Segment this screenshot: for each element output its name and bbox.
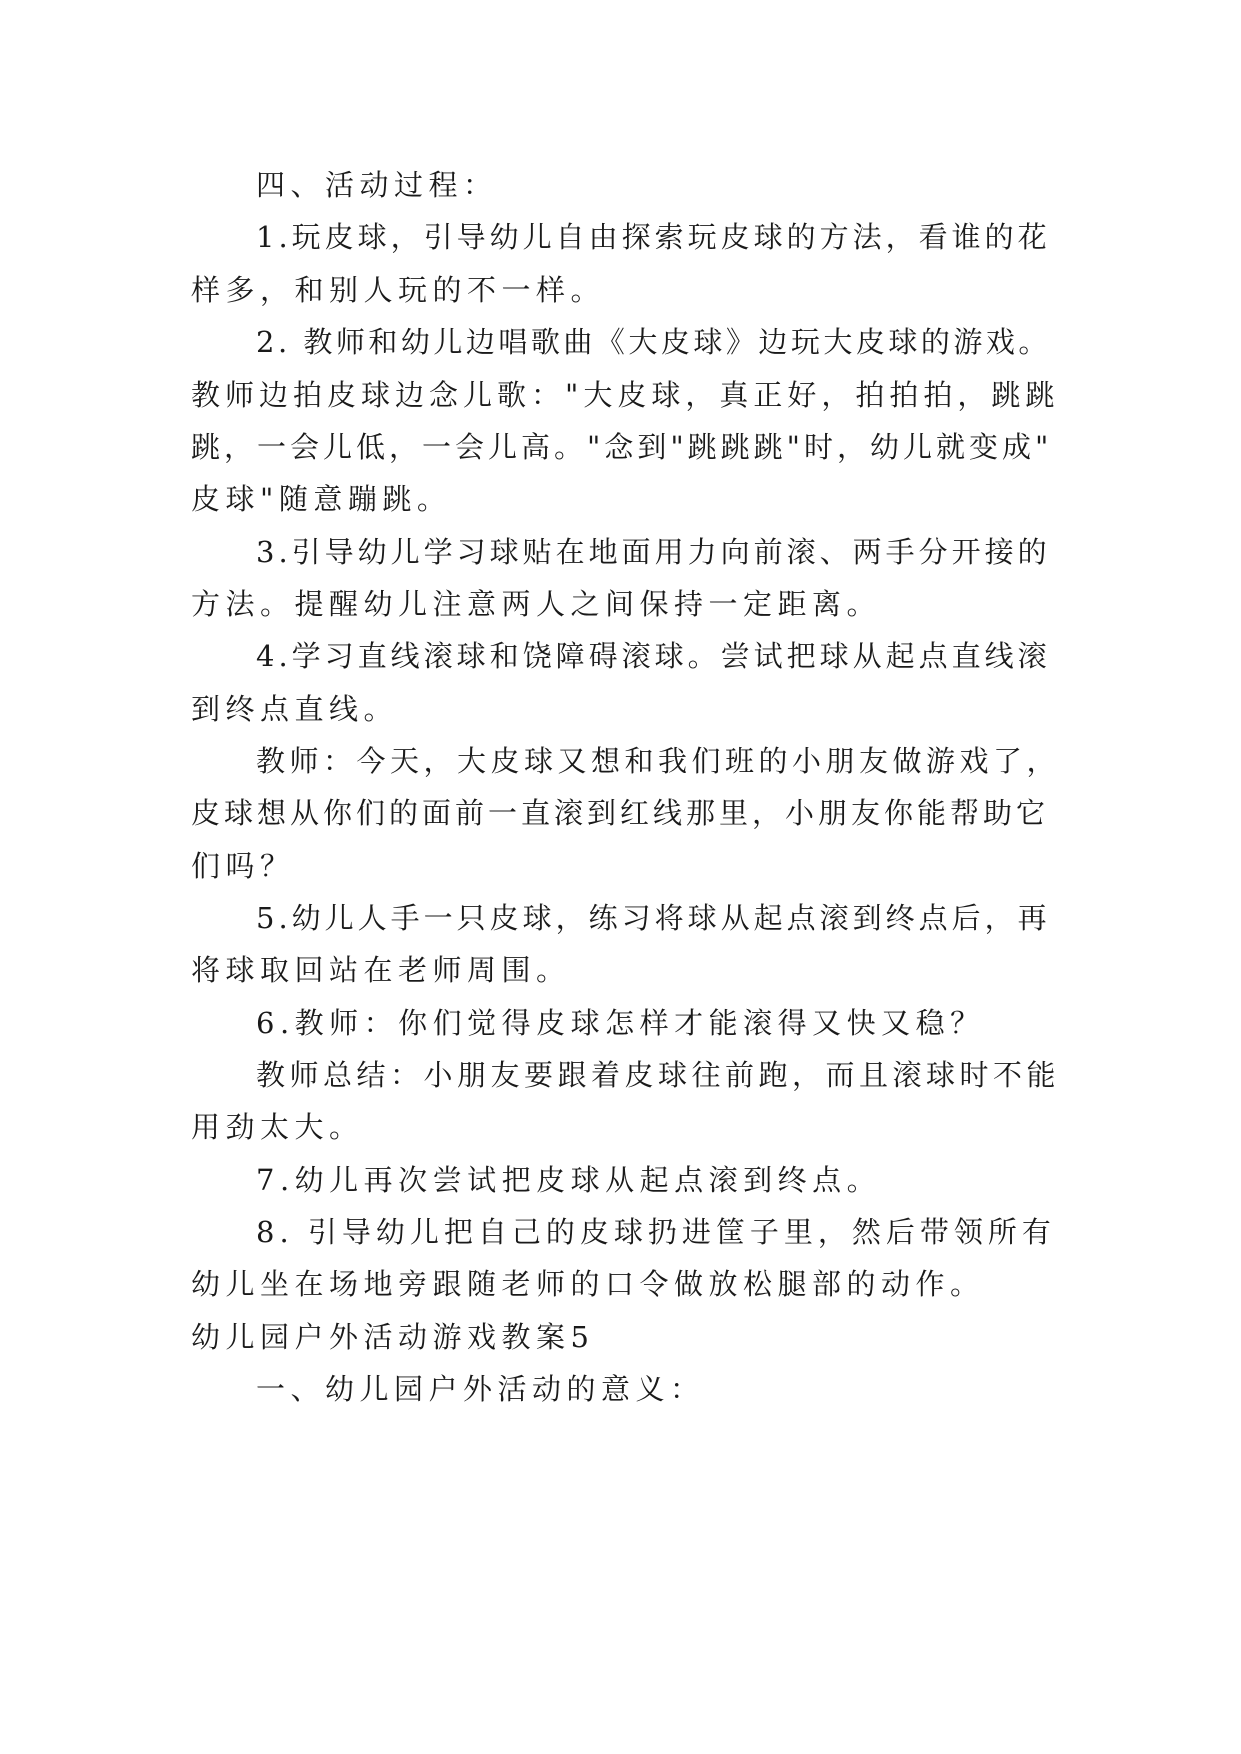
paragraph-line: 皮球"随意蹦跳。 — [191, 482, 452, 516]
paragraph-line: 教师边拍皮球边念儿歌："大皮球，真正好，拍拍拍，跳跳 — [191, 378, 1060, 412]
paragraph-line: 将球取回站在老师周围。 — [191, 953, 571, 987]
paragraph-line: 4.学习直线滚球和饶障碍滚球。尝试把球从起点直线滚 — [256, 639, 1051, 673]
document-title: 幼儿园户外活动游戏教案5 — [191, 1320, 595, 1354]
paragraph-line: 跳，一会儿低，一会儿高。"念到"跳跳跳"时，幼儿就变成" — [191, 430, 1053, 464]
paragraph-line: 2. 教师和幼儿边唱歌曲《大皮球》边玩大皮球的游戏。 — [256, 325, 1051, 359]
paragraph-line: 样多，和别人玩的不一样。 — [191, 273, 606, 307]
paragraph-line: 教师：今天，大皮球又想和我们班的小朋友做游戏了， — [256, 744, 1061, 778]
paragraph-line: 皮球想从你们的面前一直滚到红线那里，小朋友你能帮助它 — [191, 796, 1050, 830]
paragraph-line: 1.玩皮球，引导幼儿自由探索玩皮球的方法，看谁的花 — [256, 220, 1051, 254]
paragraph-line: 用劲太大。 — [191, 1110, 364, 1144]
paragraph-line: 幼儿坐在场地旁跟随老师的口令做放松腿部的动作。 — [191, 1267, 985, 1301]
paragraph-line: 方法。提醒幼儿注意两人之间保持一定距离。 — [191, 587, 882, 621]
paragraph-line: 3.引导幼儿学习球贴在地面用力向前滚、两手分开接的 — [256, 535, 1051, 569]
section-heading: 四、活动过程： — [256, 168, 498, 202]
paragraph-line: 到终点直线。 — [191, 692, 399, 726]
paragraph-line: 们吗？ — [191, 849, 295, 883]
paragraph-line: 7.幼儿再次尝试把皮球从起点滚到终点。 — [256, 1163, 882, 1197]
paragraph-line: 5.幼儿人手一只皮球，练习将球从起点滚到终点后，再 — [256, 901, 1051, 935]
section-heading: 一、幼儿园户外活动的意义： — [256, 1372, 705, 1406]
paragraph-line: 6.教师：你们觉得皮球怎样才能滚得又快又稳？ — [256, 1006, 985, 1040]
paragraph-line: 8. 引导幼儿把自己的皮球扔进筐子里，然后带领所有 — [256, 1215, 1056, 1249]
paragraph-line: 教师总结：小朋友要跟着皮球往前跑，而且滚球时不能 — [256, 1058, 1061, 1092]
